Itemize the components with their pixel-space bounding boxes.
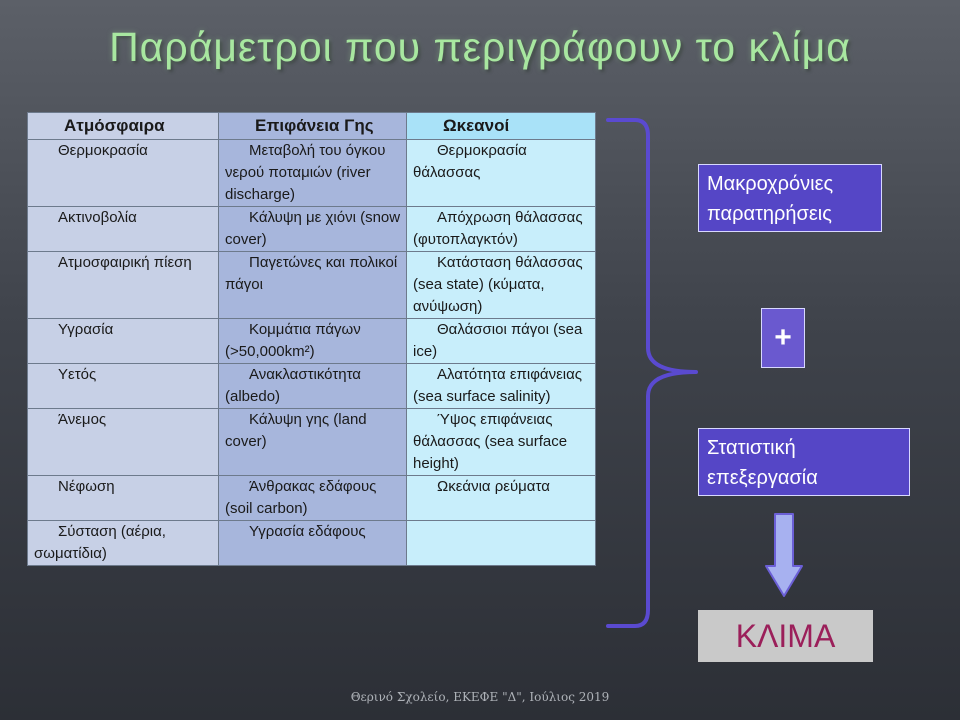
table-cell: Κάλυψη γης (land cover) <box>219 409 407 476</box>
climate-result-box: ΚΛΙΜΑ <box>698 610 873 662</box>
climate-parameters-table <box>27 112 596 566</box>
table-cell: Κάλυψη με χιόνι (snow cover) <box>219 207 407 252</box>
table-cell: Ανακλαστικότητα (albedo) <box>219 364 407 409</box>
table-cell: Παγετώνες και πολικοί πάγοι <box>219 252 407 319</box>
curly-brace-icon <box>600 110 700 635</box>
header-land-surface: Επιφάνεια Γης <box>219 113 407 140</box>
table-header-row <box>28 113 596 140</box>
header-oceans: Ωκεανοί <box>407 113 596 140</box>
table-cell: Ωκεάνια ρεύματα <box>407 476 596 521</box>
table-row <box>28 521 596 566</box>
table-cell: Ατμοσφαιρική πίεση <box>28 252 219 319</box>
table-cell: Αλατότητα επιφάνειας (sea surface salinity) <box>407 364 596 409</box>
table-cell: Θερμοκρασία θάλασσας <box>407 140 596 207</box>
arrow-down-icon <box>764 512 804 598</box>
table-row <box>28 364 596 409</box>
table-row <box>28 476 596 521</box>
table-cell: Θερμοκρασία <box>28 140 219 207</box>
table-row <box>28 409 596 476</box>
table-cell: Θαλάσσιοι πάγοι (sea ice) <box>407 319 596 364</box>
table-cell: Απόχρωση θάλασσας (φυτοπλαγκτόν) <box>407 207 596 252</box>
table-cell: Άνεμος <box>28 409 219 476</box>
table-row <box>28 207 596 252</box>
table-row <box>28 140 596 207</box>
table-cell: Υετός <box>28 364 219 409</box>
table-cell: Νέφωση <box>28 476 219 521</box>
table-cell <box>407 521 596 566</box>
table-cell: Κομμάτια πάγων (>50,000km²) <box>219 319 407 364</box>
table-row <box>28 319 596 364</box>
plus-icon: + <box>761 308 805 368</box>
table-cell: Άνθρακας εδάφους (soil carbon) <box>219 476 407 521</box>
table-cell: Κατάσταση θάλασσας (sea state) (κύματα, ανύψωση) <box>407 252 596 319</box>
table-cell: Υγρασία εδάφους <box>219 521 407 566</box>
long-term-observations-box: Μακροχρόνιες παρατηρήσεις <box>698 164 882 232</box>
table-cell: Υγρασία <box>28 319 219 364</box>
slide-title: Παράμετροι που περιγράφουν το κλίμα <box>109 24 851 70</box>
slide-footer: Θερινό Σχολείο, ΕΚΕΦΕ "Δ", Ιούλιος 2019 <box>350 690 610 704</box>
table-cell: Σύσταση (αέρια, σωματίδια) <box>28 521 219 566</box>
table-cell: Μεταβολή του όγκου νερού ποταμιών (river discharge) <box>219 140 407 207</box>
table-cell: Ακτινοβολία <box>28 207 219 252</box>
header-atmosphere: Ατμόσφαιρα <box>28 113 219 140</box>
table-row <box>28 252 596 319</box>
statistical-processing-box: Στατιστική επεξεργασία <box>698 428 910 496</box>
table-cell: Ύψος επιφάνειας θάλασσας (sea surface height) <box>407 409 596 476</box>
